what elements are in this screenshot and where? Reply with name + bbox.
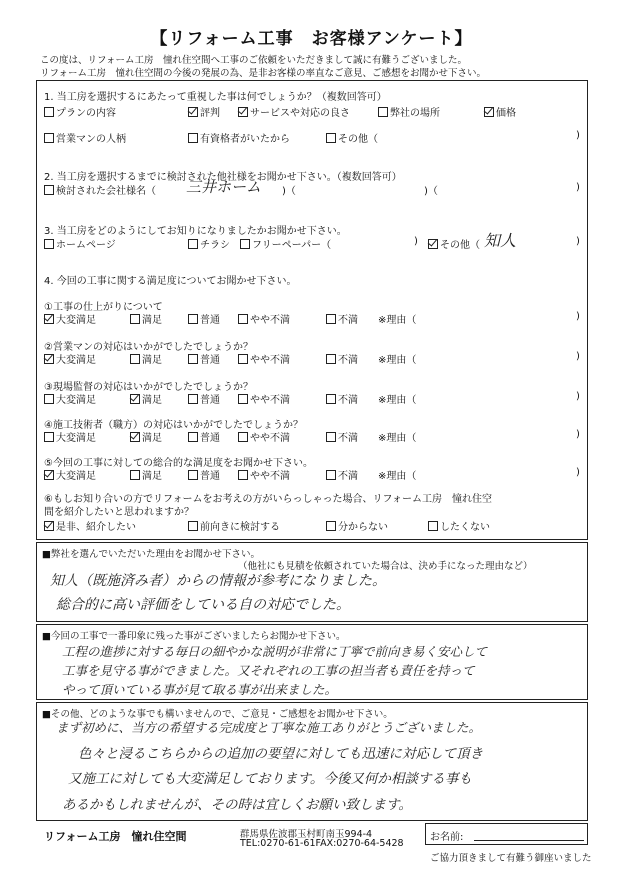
page-title: 【リフォーム工事 お客様アンケート】 bbox=[150, 29, 473, 49]
q4-scale-label: やや不満 bbox=[250, 315, 290, 326]
q4-scale-label: 満足 bbox=[142, 395, 162, 406]
q4-scale-option[interactable] bbox=[188, 391, 220, 406]
checkbox[interactable] bbox=[326, 354, 336, 364]
q4-scale-label: 不満 bbox=[338, 355, 358, 366]
checkbox[interactable] bbox=[326, 314, 336, 324]
q4-scale-option[interactable] bbox=[44, 391, 96, 406]
q4-scale-option bbox=[378, 429, 416, 444]
q1-opt-qualified[interactable]: 有資格者がいたから bbox=[188, 130, 290, 145]
checkbox-checked[interactable] bbox=[44, 354, 54, 364]
q4-scale-option[interactable] bbox=[238, 311, 290, 326]
checkbox[interactable] bbox=[130, 314, 140, 324]
q4-scale-option[interactable] bbox=[238, 429, 290, 444]
comments-box-lower bbox=[36, 737, 588, 821]
checkbox-checked[interactable] bbox=[130, 394, 140, 404]
q4-scale-option[interactable] bbox=[188, 351, 220, 366]
checkbox[interactable] bbox=[188, 521, 198, 531]
checkbox[interactable] bbox=[188, 239, 198, 249]
q4-scale-option[interactable] bbox=[130, 311, 162, 326]
checkbox[interactable] bbox=[238, 314, 248, 324]
comments-answer-3: 又施工に対しても大変満足しております。今後又何か相談する事も bbox=[68, 771, 472, 787]
intro-line-1: この度は、リフォーム工房 憧れ住空間へ工事のご依頼をいただきまして誠に有難うございました。 bbox=[40, 55, 468, 66]
q1-opt-service[interactable]: サービスや対応の良さ bbox=[238, 104, 350, 119]
q6-text-2: 間を紹介したいと思われますか？ bbox=[44, 507, 194, 518]
q4-scale-option[interactable] bbox=[188, 429, 220, 444]
q4-item-question: ③現場監督の対応はいかがでしたでしょうか？ bbox=[44, 382, 253, 393]
q4-scale-option[interactable] bbox=[238, 467, 290, 482]
q4-scale-option[interactable] bbox=[130, 351, 162, 366]
q4-scale-option[interactable] bbox=[188, 467, 220, 482]
q6-opt-no[interactable]: したくない bbox=[428, 518, 490, 533]
q1-opt-reputation[interactable]: 評判 bbox=[188, 104, 220, 119]
q4-scale-label: やや不満 bbox=[250, 355, 290, 366]
q3-opt-homepage[interactable]: ホームページ bbox=[44, 236, 116, 251]
q4-scale-label: ※理由（ bbox=[378, 433, 417, 444]
checkbox[interactable] bbox=[326, 133, 336, 143]
paren-close: ) bbox=[576, 429, 580, 440]
q6-opt-consider[interactable]: 前向きに検討する bbox=[188, 518, 280, 533]
q3-opt-freepaper[interactable]: フリーペーパー（ bbox=[240, 236, 331, 251]
q4-scale-option bbox=[378, 391, 416, 406]
checkbox[interactable] bbox=[188, 133, 198, 143]
q4-scale-option[interactable] bbox=[326, 429, 358, 444]
q4-scale-label: 満足 bbox=[142, 433, 162, 444]
q4-scale-option[interactable] bbox=[44, 467, 96, 482]
checkbox[interactable] bbox=[326, 521, 336, 531]
q2-text: 2. 当工房を選択するまでに検討された他社様をお聞かせ下さい。（複数回答可） bbox=[44, 172, 402, 183]
q4-scale-option[interactable] bbox=[130, 467, 162, 482]
q4-scale-option[interactable] bbox=[326, 391, 358, 406]
q4-item-question: ①工事の仕上がりについて bbox=[44, 302, 163, 313]
q4-scale-label: 普通 bbox=[200, 355, 220, 366]
q1-opt-salesman[interactable]: 営業マンの人柄 bbox=[44, 130, 126, 145]
intro-line-2: リフォーム工房 憧れ住空間の今後の発展の為、是非お客様の率直なご意見、ご感想をお聞かせ下さい。 bbox=[40, 68, 487, 79]
q4-scale-label: 不満 bbox=[338, 433, 358, 444]
paren-close: ) bbox=[576, 236, 580, 247]
q4-scale-label: 大変満足 bbox=[56, 395, 96, 406]
reason-answer-1: 知人（既施済み者）からの情報が参考になりました。 bbox=[50, 573, 386, 589]
q1-opt-location[interactable]: 弊社の場所 bbox=[378, 104, 440, 119]
checkbox-checked[interactable] bbox=[44, 470, 54, 480]
checkbox[interactable] bbox=[44, 133, 54, 143]
q4-scale-option[interactable] bbox=[326, 467, 358, 482]
checkbox-checked[interactable] bbox=[238, 107, 248, 117]
q4-scale-option[interactable] bbox=[238, 391, 290, 406]
paren-close: )（ bbox=[424, 186, 438, 197]
q4-scale-label: 普通 bbox=[200, 471, 220, 482]
checkbox[interactable] bbox=[188, 432, 198, 442]
q4-item-question: ②営業マンの対応はいかがでしたでしょうか？ bbox=[44, 342, 253, 353]
checkbox[interactable] bbox=[44, 394, 54, 404]
paren-close: ) bbox=[576, 130, 580, 141]
q4-scale-option bbox=[378, 467, 416, 482]
name-underline bbox=[474, 840, 584, 841]
q4-scale-option[interactable] bbox=[188, 311, 220, 326]
checkbox[interactable] bbox=[188, 394, 198, 404]
q4-scale-option[interactable] bbox=[44, 351, 96, 366]
paren-close: ) bbox=[414, 236, 418, 247]
q2-answer: 三井ホーム bbox=[186, 178, 262, 196]
q4-scale-label: 満足 bbox=[142, 315, 162, 326]
checkbox[interactable] bbox=[188, 470, 198, 480]
q3-text: 3. 当工房をどのようにしてお知りになりましたかお聞かせ下さい。 bbox=[44, 226, 347, 237]
q4-scale-option[interactable] bbox=[326, 351, 358, 366]
q4-scale-option[interactable] bbox=[44, 429, 96, 444]
q3-opt-flyer[interactable]: チラシ bbox=[188, 236, 230, 251]
checkbox[interactable] bbox=[238, 394, 248, 404]
q4-scale-label: やや不満 bbox=[250, 433, 290, 444]
comments-heading: ■その他、どのような事でも構いませんので、ご意見・ご感想をお聞かせ下さい。 bbox=[42, 709, 393, 720]
checkbox-checked[interactable] bbox=[44, 314, 54, 324]
checkbox[interactable] bbox=[326, 394, 336, 404]
q4-scale-label: やや不満 bbox=[250, 471, 290, 482]
q4-scale-label: やや不満 bbox=[250, 395, 290, 406]
q6-opt-yes[interactable]: 是非、紹介したい bbox=[44, 518, 136, 533]
q4-text: 4. 今回の工事に関する満足度についてお聞かせ下さい。 bbox=[44, 276, 297, 287]
q4-scale-label: 満足 bbox=[142, 471, 162, 482]
q3-opt-other[interactable]: その他（ bbox=[428, 236, 480, 251]
impression-heading: ■今回の工事で一番印象に残った事がございましたらお聞かせ下さい。 bbox=[42, 631, 346, 642]
reason-heading: ■弊社を選んでいただいた理由をお聞かせ下さい。 bbox=[42, 549, 260, 560]
q4-scale-label: 大変満足 bbox=[56, 315, 96, 326]
checkbox[interactable] bbox=[44, 185, 54, 195]
checkbox-checked[interactable] bbox=[130, 432, 140, 442]
q4-scale-option[interactable] bbox=[130, 391, 162, 406]
checkbox-checked[interactable] bbox=[484, 107, 494, 117]
checkbox[interactable] bbox=[238, 354, 248, 364]
impression-answer-3: やって頂いている事が見て取る事が出来ました。 bbox=[62, 682, 338, 697]
q4-scale-option[interactable] bbox=[238, 351, 290, 366]
checkbox[interactable] bbox=[378, 107, 388, 117]
q4-scale-label: ※理由（ bbox=[378, 471, 417, 482]
q4-scale-label: ※理由（ bbox=[378, 315, 417, 326]
reason-answer-2: 総合的に高い評価をしている自の対応でした。 bbox=[56, 597, 350, 613]
comments-answer-1: まず初めに、当方の希望する完成度と丁寧な施工ありがとうございました。 bbox=[56, 720, 482, 735]
name-label: お名前: bbox=[430, 832, 464, 843]
q4-scale-label: ※理由（ bbox=[378, 355, 417, 366]
q4-scale-label: 大変満足 bbox=[56, 355, 96, 366]
checkbox[interactable] bbox=[238, 432, 248, 442]
q4-scale-label: 大変満足 bbox=[56, 433, 96, 444]
checkbox-checked[interactable] bbox=[428, 239, 438, 249]
q4-scale-label: 不満 bbox=[338, 471, 358, 482]
checkbox[interactable] bbox=[326, 470, 336, 480]
q4-scale-option[interactable] bbox=[326, 311, 358, 326]
footer-company: リフォーム工房 憧れ住空間 bbox=[44, 830, 187, 843]
checkbox[interactable] bbox=[130, 354, 140, 364]
footer-thanks: ご協力頂きまして有難う御座いました bbox=[430, 853, 592, 864]
q4-scale-option[interactable] bbox=[130, 429, 162, 444]
q1-opt-price[interactable]: 価格 bbox=[484, 104, 516, 119]
q4-scale-option[interactable] bbox=[44, 311, 96, 326]
q4-scale-label: 普通 bbox=[200, 315, 220, 326]
footer-address: 群馬県佐波郡玉村町南玉994-4 bbox=[240, 829, 373, 840]
q4-item-question: ⑤今回の工事に対しての総合的な満足度をお聞かせ下さい。 bbox=[44, 458, 313, 469]
q1-opt-other[interactable]: その他（ bbox=[326, 130, 378, 145]
paren-close: )（ bbox=[282, 186, 296, 197]
checkbox-checked[interactable] bbox=[44, 521, 54, 531]
comments-answer-4: あるかもしれませんが、その時は宜しくお願い致します。 bbox=[62, 797, 412, 813]
impression-answer-2: 工事を見守る事ができました。又それぞれの工事の担当者も責任を持って bbox=[62, 663, 475, 678]
checkbox[interactable] bbox=[130, 470, 140, 480]
q6-text-1: ⑥もしお知り合いの方でリフォームをお考えの方がいらっしゃった場合、リフォーム工房 憧れ住空 bbox=[44, 494, 492, 505]
reason-subheading: （他社にも見積を依頼されていた場合は、決め手になった理由など） bbox=[238, 561, 533, 572]
q4-scale-label: 不満 bbox=[338, 315, 358, 326]
q4-item-question: ④施工技術者（職方）の対応はいかがでしたでしょうか？ bbox=[44, 420, 303, 431]
checkbox[interactable] bbox=[44, 239, 54, 249]
q4-scale-label: 普通 bbox=[200, 433, 220, 444]
q3-answer: 知人 bbox=[484, 231, 517, 250]
checkbox[interactable] bbox=[326, 432, 336, 442]
checkbox[interactable] bbox=[188, 314, 198, 324]
q6-opt-unknown[interactable]: 分からない bbox=[326, 518, 388, 533]
checkbox[interactable] bbox=[44, 432, 54, 442]
checkbox[interactable] bbox=[44, 107, 54, 117]
q4-scale-label: 不満 bbox=[338, 395, 358, 406]
footer-tel-fax: TEL:0270-61-61FAX:0270-64-5428 bbox=[240, 838, 404, 849]
checkbox[interactable] bbox=[238, 470, 248, 480]
paren-close: ) bbox=[576, 391, 580, 402]
q1-opt-plan[interactable]: プランの内容 bbox=[44, 104, 116, 119]
paren-close: ) bbox=[576, 351, 580, 362]
paren-close: ) bbox=[576, 467, 580, 478]
comments-answer-2: 色々と浸るこちらからの追加の要望に対しても迅速に対応して頂き bbox=[78, 746, 483, 762]
checkbox[interactable] bbox=[188, 354, 198, 364]
paren-close: ) bbox=[576, 311, 580, 322]
q4-scale-label: 普通 bbox=[200, 395, 220, 406]
q4-scale-label: 大変満足 bbox=[56, 471, 96, 482]
q1-text: 1. 当工房を選択するにあたって重視した事は何でしょうか？（複数回答可） bbox=[44, 92, 387, 103]
q4-scale-label: ※理由（ bbox=[378, 395, 417, 406]
q4-scale-label: 満足 bbox=[142, 355, 162, 366]
q4-scale-option bbox=[378, 311, 416, 326]
paren-close: ) bbox=[576, 182, 580, 193]
q4-scale-option bbox=[378, 351, 416, 366]
checkbox[interactable] bbox=[428, 521, 438, 531]
checkbox-checked[interactable] bbox=[188, 107, 198, 117]
q2-company-label: 検討された会社様名（ bbox=[44, 182, 156, 197]
impression-answer-1: 工程の進捗に対する毎日の細やかな説明が非常に丁寧で前向き易く安心して bbox=[62, 644, 488, 659]
checkbox[interactable] bbox=[240, 239, 250, 249]
